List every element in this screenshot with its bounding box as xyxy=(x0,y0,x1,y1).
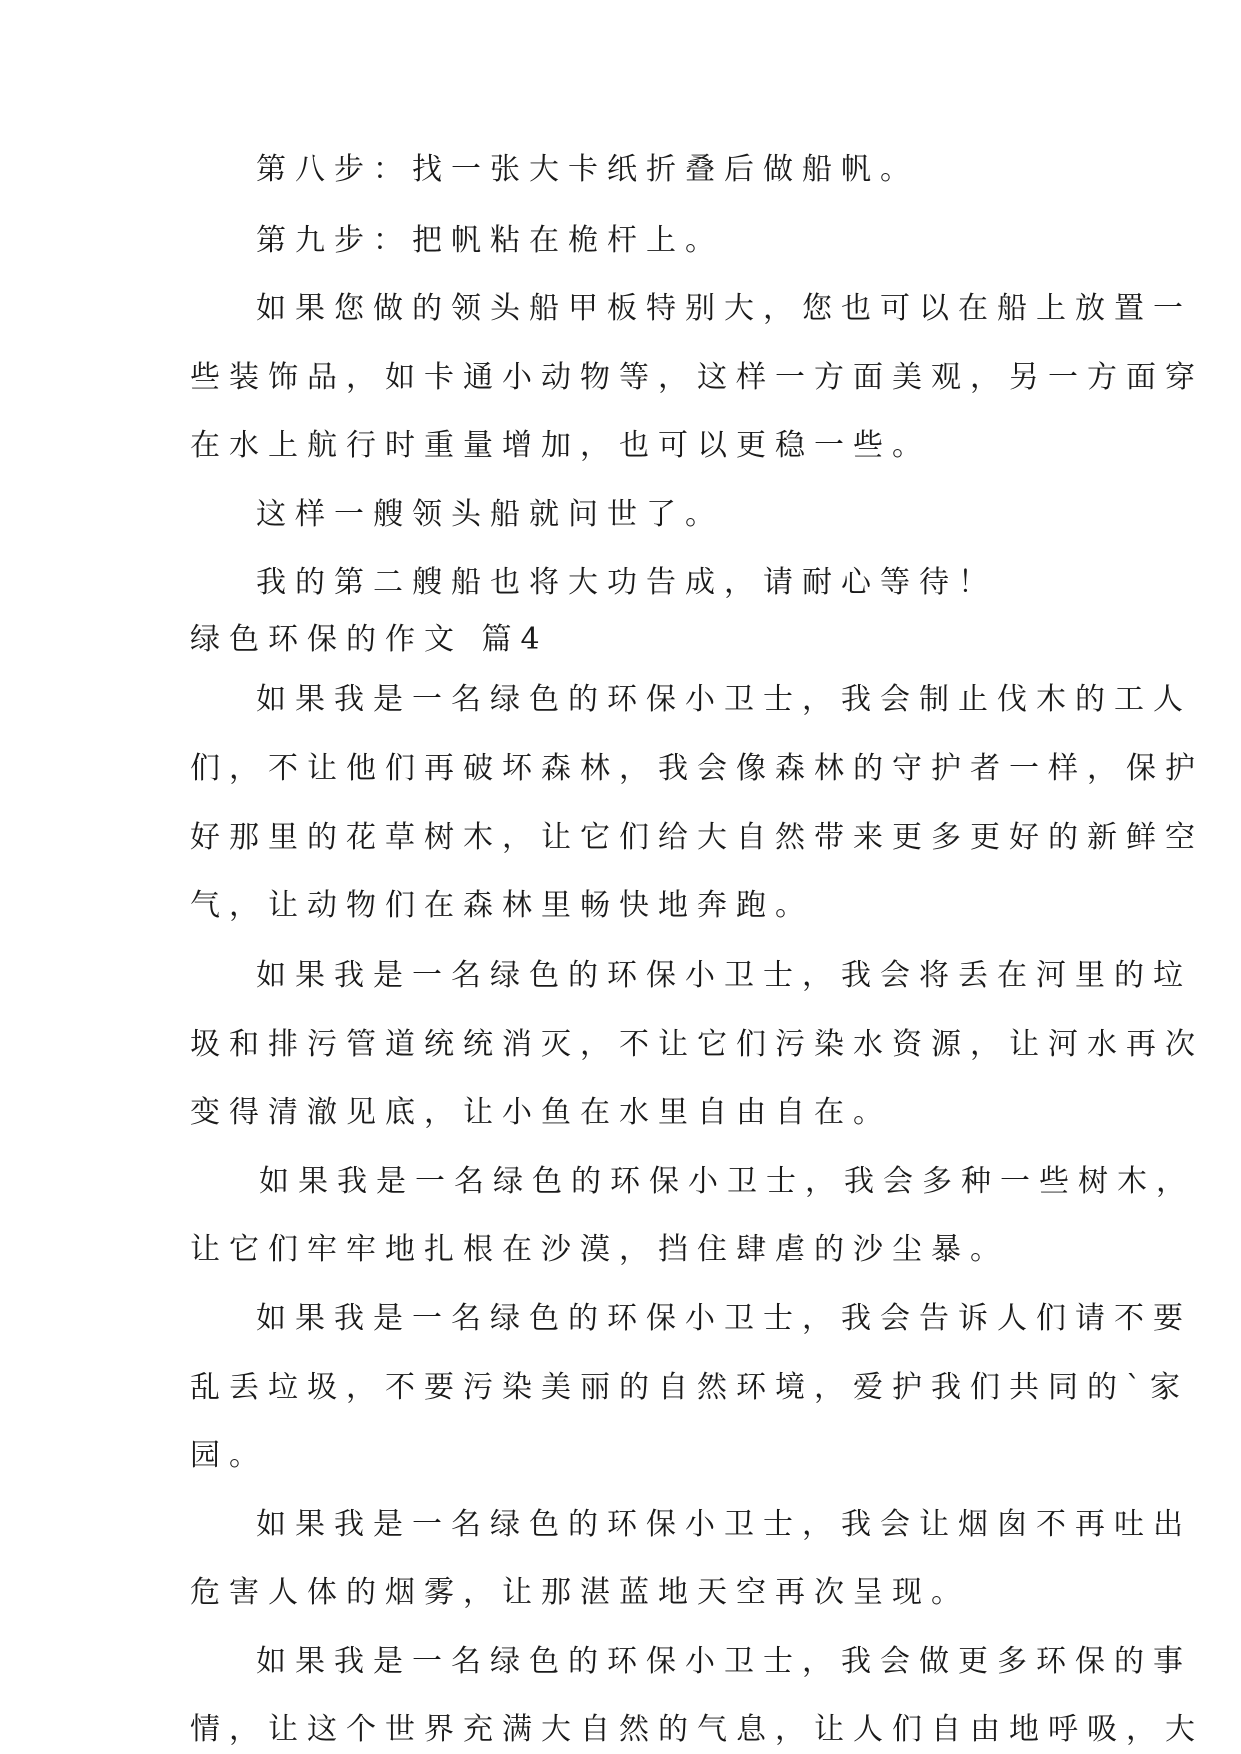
paragraph-line: 气，让动物们在森林里畅快地奔跑。 xyxy=(190,888,814,923)
paragraph-line: 好那里的花草树木，让它们给大自然带来更多更好的新鲜空 xyxy=(190,820,1204,855)
paragraph-line: 圾和排污管道统统消灭，不让它们污染水资源，让河水再次 xyxy=(190,1027,1204,1062)
text-line: 我的第二艘船也将大功告成，请耐心等待！ xyxy=(256,565,997,600)
paragraph-line: 如果我是一名绿色的环保小卫士，我会让烟囱不再吐出 xyxy=(256,1507,1192,1542)
paragraph-line: 危害人体的烟雾，让那湛蓝地天空再次呈现。 xyxy=(190,1575,970,1610)
paragraph-line: 园。 xyxy=(190,1438,268,1473)
paragraph-line: 变得清澈见底，让小鱼在水里自由自在。 xyxy=(190,1095,892,1130)
text-line: 第九步：把帆粘在桅杆上。 xyxy=(256,223,724,258)
paragraph-line: 如果我是一名绿色的环保小卫士，我会告诉人们请不要 xyxy=(256,1301,1192,1336)
text-line: 这样一艘领头船就问世了。 xyxy=(256,497,724,532)
section-heading: 绿色环保的作文 篇4 xyxy=(190,622,549,657)
paragraph-line: 让它们牢牢地扎根在沙漠，挡住肆虐的沙尘暴。 xyxy=(190,1232,1009,1267)
paragraph-line: 如果我是一名绿色的环保小卫士，我会做更多环保的事 xyxy=(256,1644,1192,1679)
paragraph-line: 如果我是一名绿色的环保小卫士，我会制止伐木的工人 xyxy=(256,682,1192,717)
text-line: 第八步：找一张大卡纸折叠后做船帆。 xyxy=(256,152,919,187)
paragraph-line: 在水上航行时重量增加，也可以更稳一些。 xyxy=(190,428,931,463)
paragraph-line: 如果我是一名绿色的环保小卫士，我会将丢在河里的垃 xyxy=(256,958,1192,993)
paragraph-line: 如果您做的领头船甲板特别大，您也可以在船上放置一 xyxy=(256,291,1192,326)
paragraph-line: 乱丢垃圾，不要污染美丽的自然环境，爱护我们共同的`家 xyxy=(190,1370,1189,1405)
paragraph-line: 如果我是一名绿色的环保小卫士，我会多种一些树木， xyxy=(259,1164,1195,1199)
paragraph-line: 们，不让他们再破坏森林，我会像森林的守护者一样，保护 xyxy=(190,751,1204,786)
paragraph-line: 些装饰品，如卡通小动物等，这样一方面美观，另一方面穿 xyxy=(190,360,1204,395)
paragraph-line: 情，让这个世界充满大自然的气息，让人们自由地呼吸，大 xyxy=(190,1712,1204,1747)
